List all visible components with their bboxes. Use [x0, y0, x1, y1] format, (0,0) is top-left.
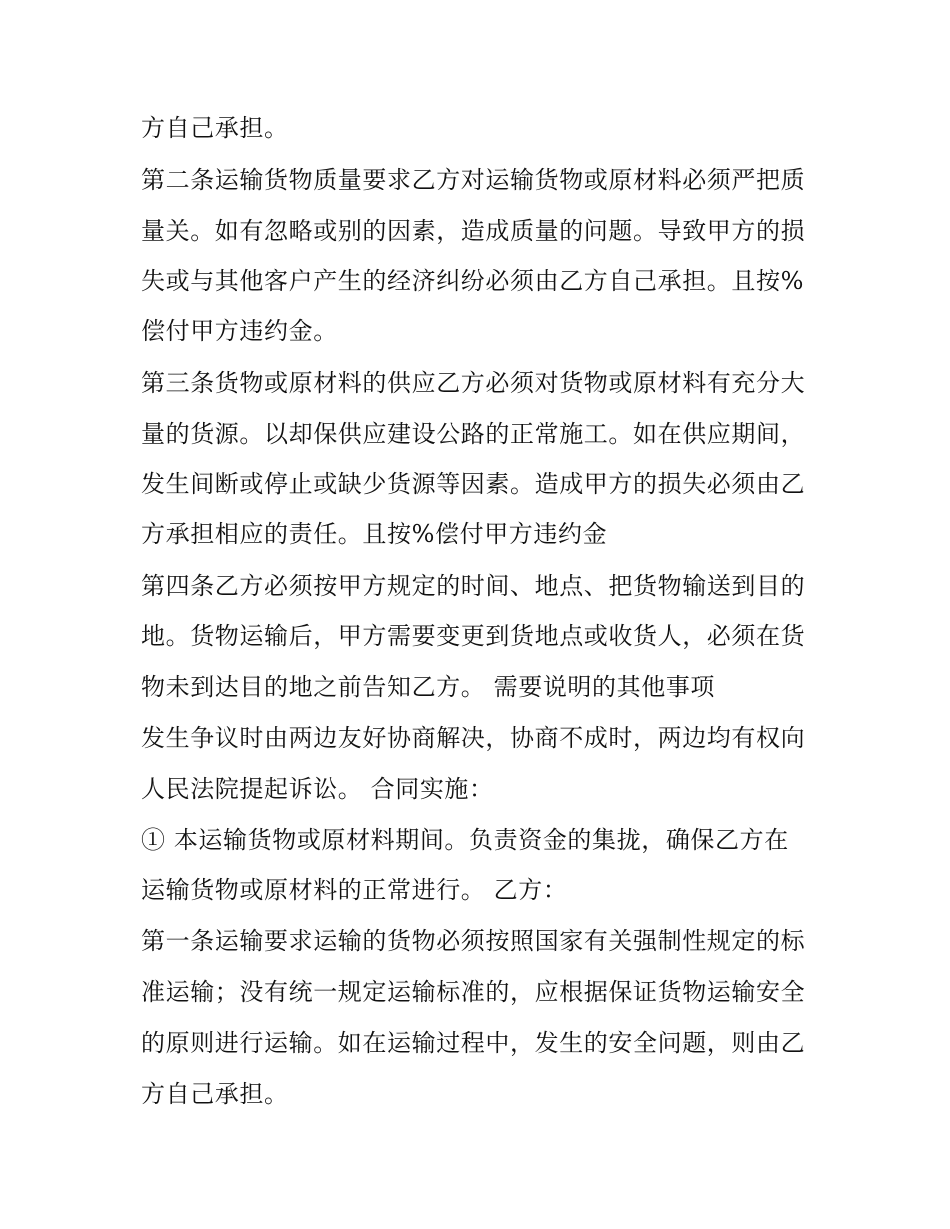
- text-line: 量关。如有忽略或别的因素，造成质量的问题。导致甲方的损: [141, 217, 806, 245]
- text-line: 运输货物或原材料的正常进行。 乙方：: [141, 876, 568, 904]
- text-line: 第一条运输要求运输的货物必须按照国家有关强制性规定的标: [141, 927, 806, 955]
- text-line: 发生争议时由两边友好协商解决，协商不成时，两边均有权向: [141, 724, 806, 752]
- text-line: 发生间断或停止或缺少货源等因素。造成甲方的损失必须由乙: [141, 470, 806, 498]
- text-line: 第二条运输货物质量要求乙方对运输货物或原材料必须严把质: [141, 166, 806, 194]
- text-line: 失或与其他客户产生的经济纠纷必须由乙方自己承担。且按%: [141, 267, 805, 295]
- text-line: 的原则进行运输。如在运输过程中，发生的安全问题，则由乙: [141, 1029, 806, 1057]
- text-line: 物未到达目的地之前告知乙方。 需要说明的其他事项: [141, 673, 716, 701]
- text-line: 地。货物运输后，甲方需要变更到货地点或收货人，必须在货: [141, 622, 806, 650]
- text-line: 第三条货物或原材料的供应乙方必须对货物或原材料有充分大: [141, 369, 806, 397]
- text-line: 方自己承担。: [141, 1080, 289, 1108]
- text-line: 第四条乙方必须按甲方规定的时间、地点、把货物输送到目的: [141, 572, 806, 600]
- text-line: 方承担相应的责任。且按%偿付甲方违约金: [141, 520, 608, 548]
- text-line: 准运输；没有统一规定运输标准的，应根据保证货物运输安全: [141, 978, 806, 1006]
- text-line: 人民法院提起诉讼。 合同实施：: [141, 775, 494, 803]
- text-line: ① 本运输货物或原材料期间。负责资金的集拢，确保乙方在: [141, 826, 789, 854]
- text-line: 方自己承担。: [141, 114, 289, 142]
- text-line: 量的货源。以却保供应建设公路的正常施工。如在供应期间，: [141, 420, 806, 448]
- text-line: 偿付甲方违约金。: [141, 317, 338, 345]
